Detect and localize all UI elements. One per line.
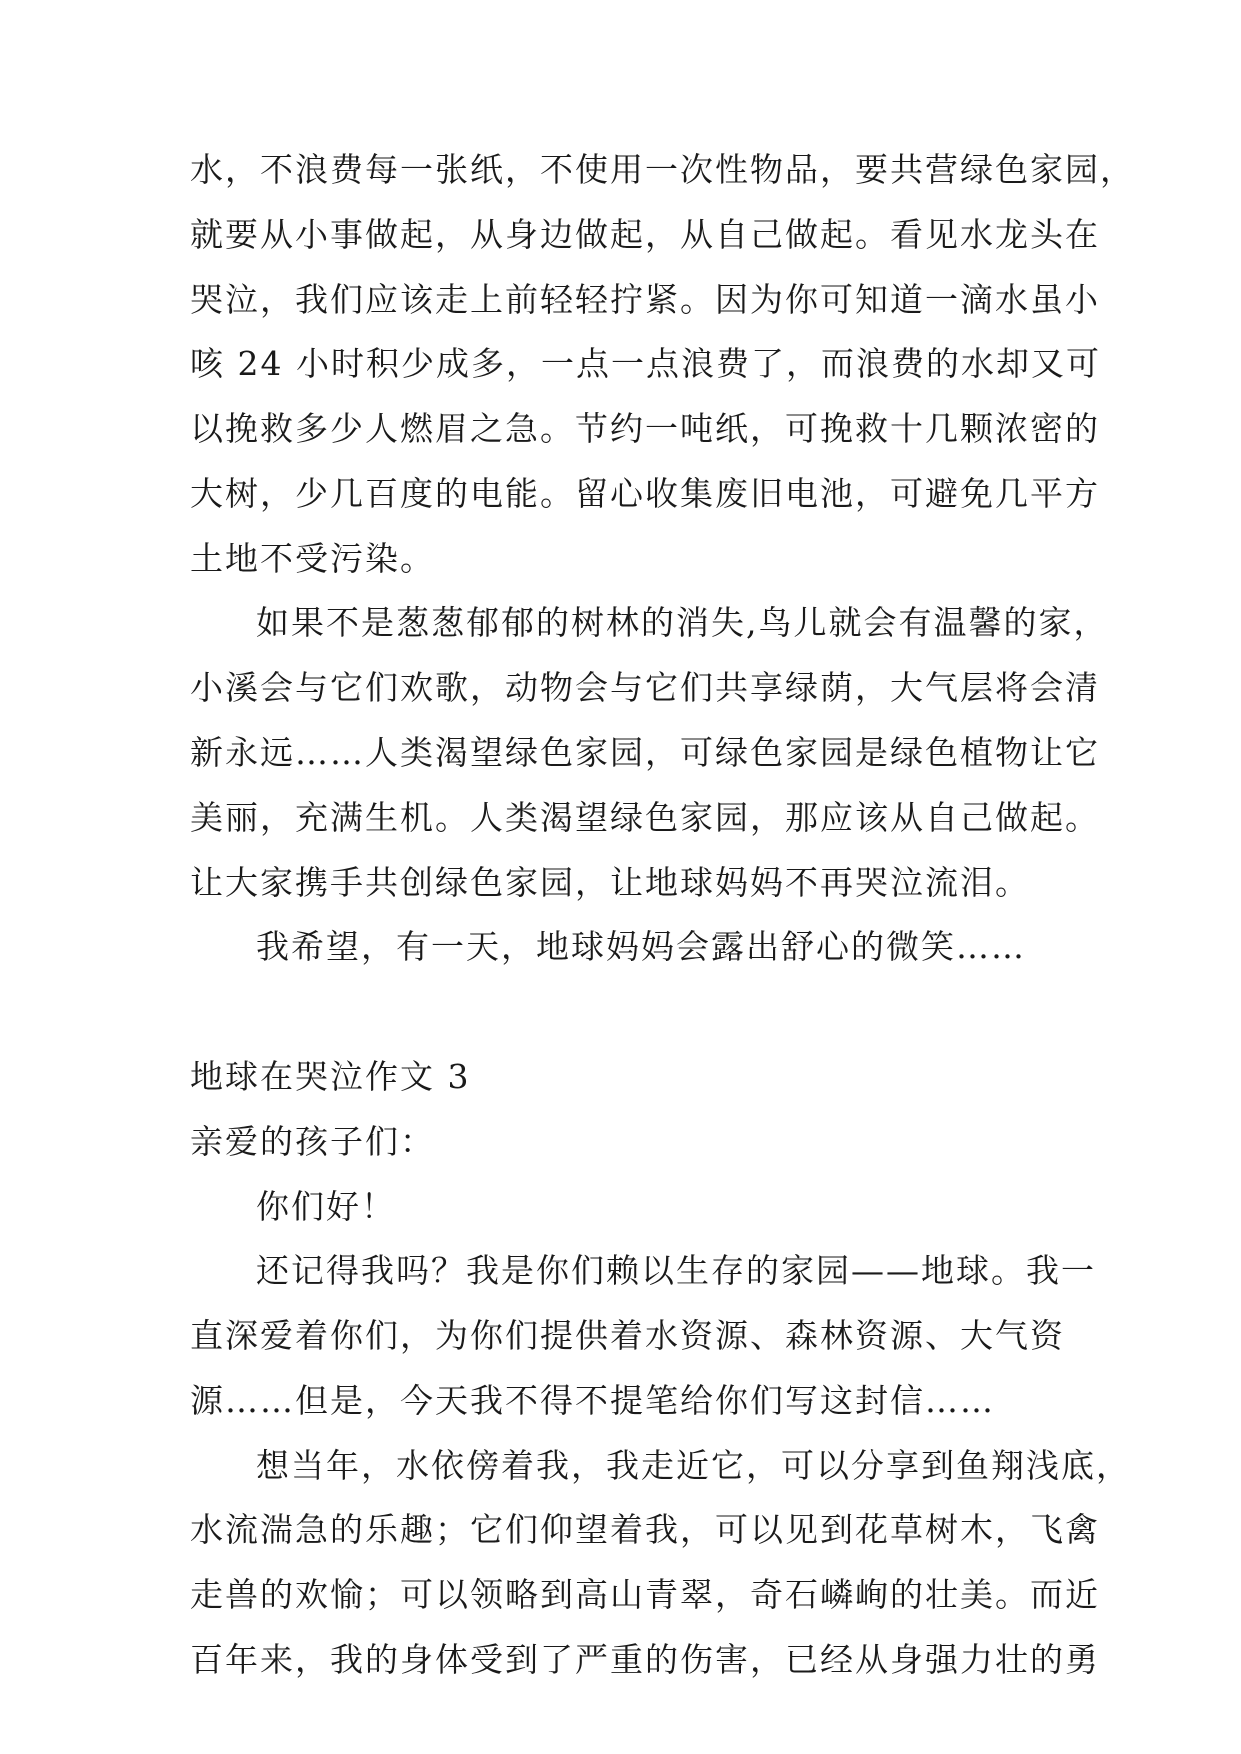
text-line: 咳 24 小时积少成多，一点一点浪费了，而浪费的水却又可 (190, 344, 1101, 383)
paragraph-start-line: 我希望，有一天，地球妈妈会露出舒心的微笑…… (256, 927, 1026, 966)
paragraph-start-line: 还记得我吗？我是你们赖以生存的家园——地球。我一 (256, 1251, 1096, 1290)
text-line: 新永远……人类渴望绿色家园，可绿色家园是绿色植物让它 (190, 733, 1100, 772)
text-line: 百年来，我的身体受到了严重的伤害，已经从身强力壮的勇 (190, 1640, 1100, 1679)
greeting: 你们好！ (256, 1187, 396, 1226)
text-line: 以挽救多少人燃眉之急。节约一吨纸，可挽救十几颗浓密的 (190, 409, 1100, 448)
text-line: 源……但是，今天我不得不提笔给你们写这封信…… (190, 1381, 995, 1420)
paragraph-start-line: 如果不是葱葱郁郁的树林的消失,鸟儿就会有温馨的家， (256, 603, 1109, 642)
text-line: 直深爱着你们，为你们提供着水资源、森林资源、大气资 (190, 1316, 1065, 1355)
text-line: 美丽，充满生机。人类渴望绿色家园，那应该从自己做起。 (190, 798, 1100, 837)
text-line: 小溪会与它们欢歌，动物会与它们共享绿荫，大气层将会清 (190, 668, 1100, 707)
paragraph-start-line: 想当年，水依傍着我，我走近它，可以分享到鱼翔浅底， (256, 1446, 1131, 1485)
text-line: 大树，少几百度的电能。留心收集废旧电池，可避免几平方 (190, 474, 1100, 513)
text-line: 走兽的欢愉；可以领略到高山青翠，奇石嶙峋的壮美。而近 (190, 1575, 1100, 1614)
text-line: 让大家携手共创绿色家园，让地球妈妈不再哭泣流泪。 (190, 863, 1030, 902)
text-line: 就要从小事做起，从身边做起，从自己做起。看见水龙头在 (190, 215, 1100, 254)
salutation: 亲爱的孩子们： (190, 1122, 435, 1161)
text-line: 土地不受污染。 (190, 539, 435, 578)
section-title: 地球在哭泣作文 3 (190, 1057, 471, 1096)
text-line: 哭泣，我们应该走上前轻轻拧紧。因为你可知道一滴水虽小 (190, 280, 1100, 319)
text-line: 水，不浪费每一张纸，不使用一次性物品，要共营绿色家园， (190, 150, 1135, 189)
text-line: 水流湍急的乐趣；它们仰望着我，可以见到花草树木，飞禽 (190, 1510, 1100, 1549)
